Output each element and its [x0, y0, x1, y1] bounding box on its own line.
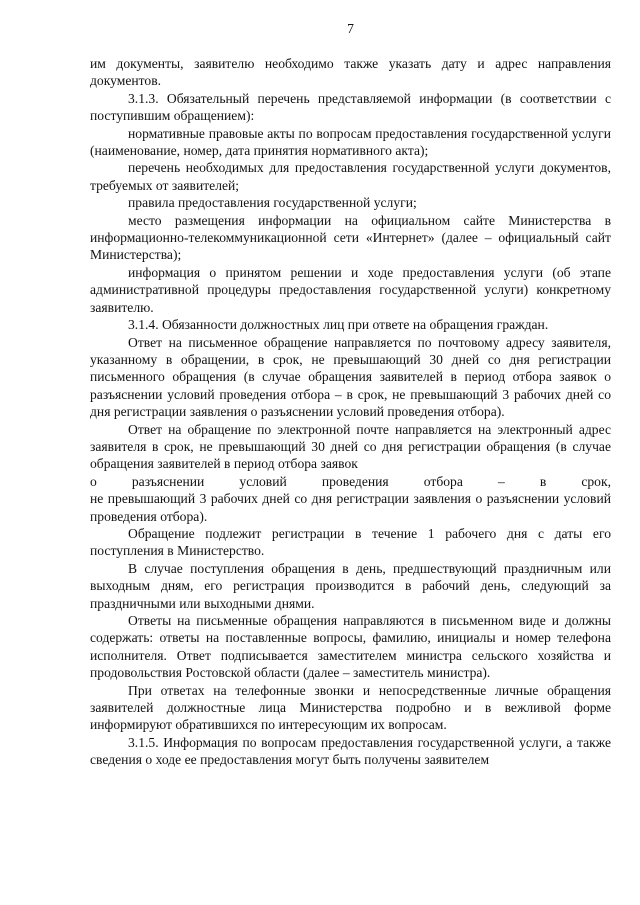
section-3-1-5: 3.1.5. Информация по вопросам предоставления государственной услуги, а также сведения о ходе ее предоставления могут быть получены заявителем	[90, 734, 611, 768]
document-body	[90, 55, 611, 769]
paragraph: правила предоставления государственной услуги;	[128, 195, 417, 211]
paragraph: Ответ на письменное обращение направляется по почтовому адресу заявителя, указанному в обращении, в срок, не превышающий 30 дней со дня регистрации письменного обращения (в случае обращения заявителей в период отбора заявок о разъяснении условий проведения отбора – в срок, не превышающий 3 рабочих дней со дня регистрации заявления о разъяснении условий проведения отбора).	[90, 334, 611, 420]
paragraph: им документы, заявителю необходимо также указать дату и адрес направления документов.	[90, 56, 611, 89]
paragraph: не превышающий 3 рабочих дней со дня регистрации заявления о разъяснении условий проведения отбора).	[90, 491, 611, 524]
page-number: 7	[347, 21, 354, 36]
paragraph: При ответах на телефонные звонки и непосредственные личные обращения заявителей должностные лица Министерства подробно и в вежливой форме информируют обратившихся по интересующим их вопросам.	[90, 682, 611, 733]
paragraph: нормативные правовые акты по вопросам предоставления государственной услуги (наименование, номер, дата принятия нормативного акта);	[90, 125, 611, 159]
document-page	[90, 0, 611, 905]
paragraph: перечень необходимых для предоставления государственной услуги документов, требуемых от заявителей;	[90, 160, 611, 193]
paragraph: Ответы на письменные обращения направляются в письменном виде и должны содержать: ответы на поставленные вопросы, фамилию, инициалы и номер телефона исполнителя. Ответ подписывается заместителем министра сельского хозяйства и продовольствия Ростовской области (далее – заместитель министра).	[90, 613, 611, 681]
paragraph: В случае поступления обращения в день, предшествующий праздничным или выходным дням, его регистрация производится в рабочий день, следующий за праздничными или выходными днями.	[90, 560, 611, 611]
paragraph-line: о разъяснении условий проведения отбора – в срок,	[90, 473, 611, 489]
paragraph: место размещения информации на официальном сайте Министерства в информационно-телекоммуникационной сети «Интернет» (далее – официальный сайт Министерства);	[90, 212, 611, 263]
paragraph: информация о принятом решении и ходе предоставления услуги (об этапе административной процедуры предоставления государственной услуги) конкретному заявителю.	[90, 264, 611, 315]
section-3-1-4: 3.1.4. Обязанности должностных лиц при ответе на обращения граждан.	[128, 317, 549, 333]
section-3-1-3: 3.1.3. Обязательный перечень представляемой информации (в соответствии с поступившим обращением):	[90, 90, 611, 124]
paragraph: Обращение подлежит регистрации в течение 1 рабочего дня с даты его поступления в Министерство.	[90, 525, 611, 559]
paragraph: Ответ на обращение по электронной почте направляется на электронный адрес заявителя в срок, не превышающий 30 дней со дня регистрации обращения (в случае обращения заявителей в период отбора заявок	[90, 421, 611, 472]
